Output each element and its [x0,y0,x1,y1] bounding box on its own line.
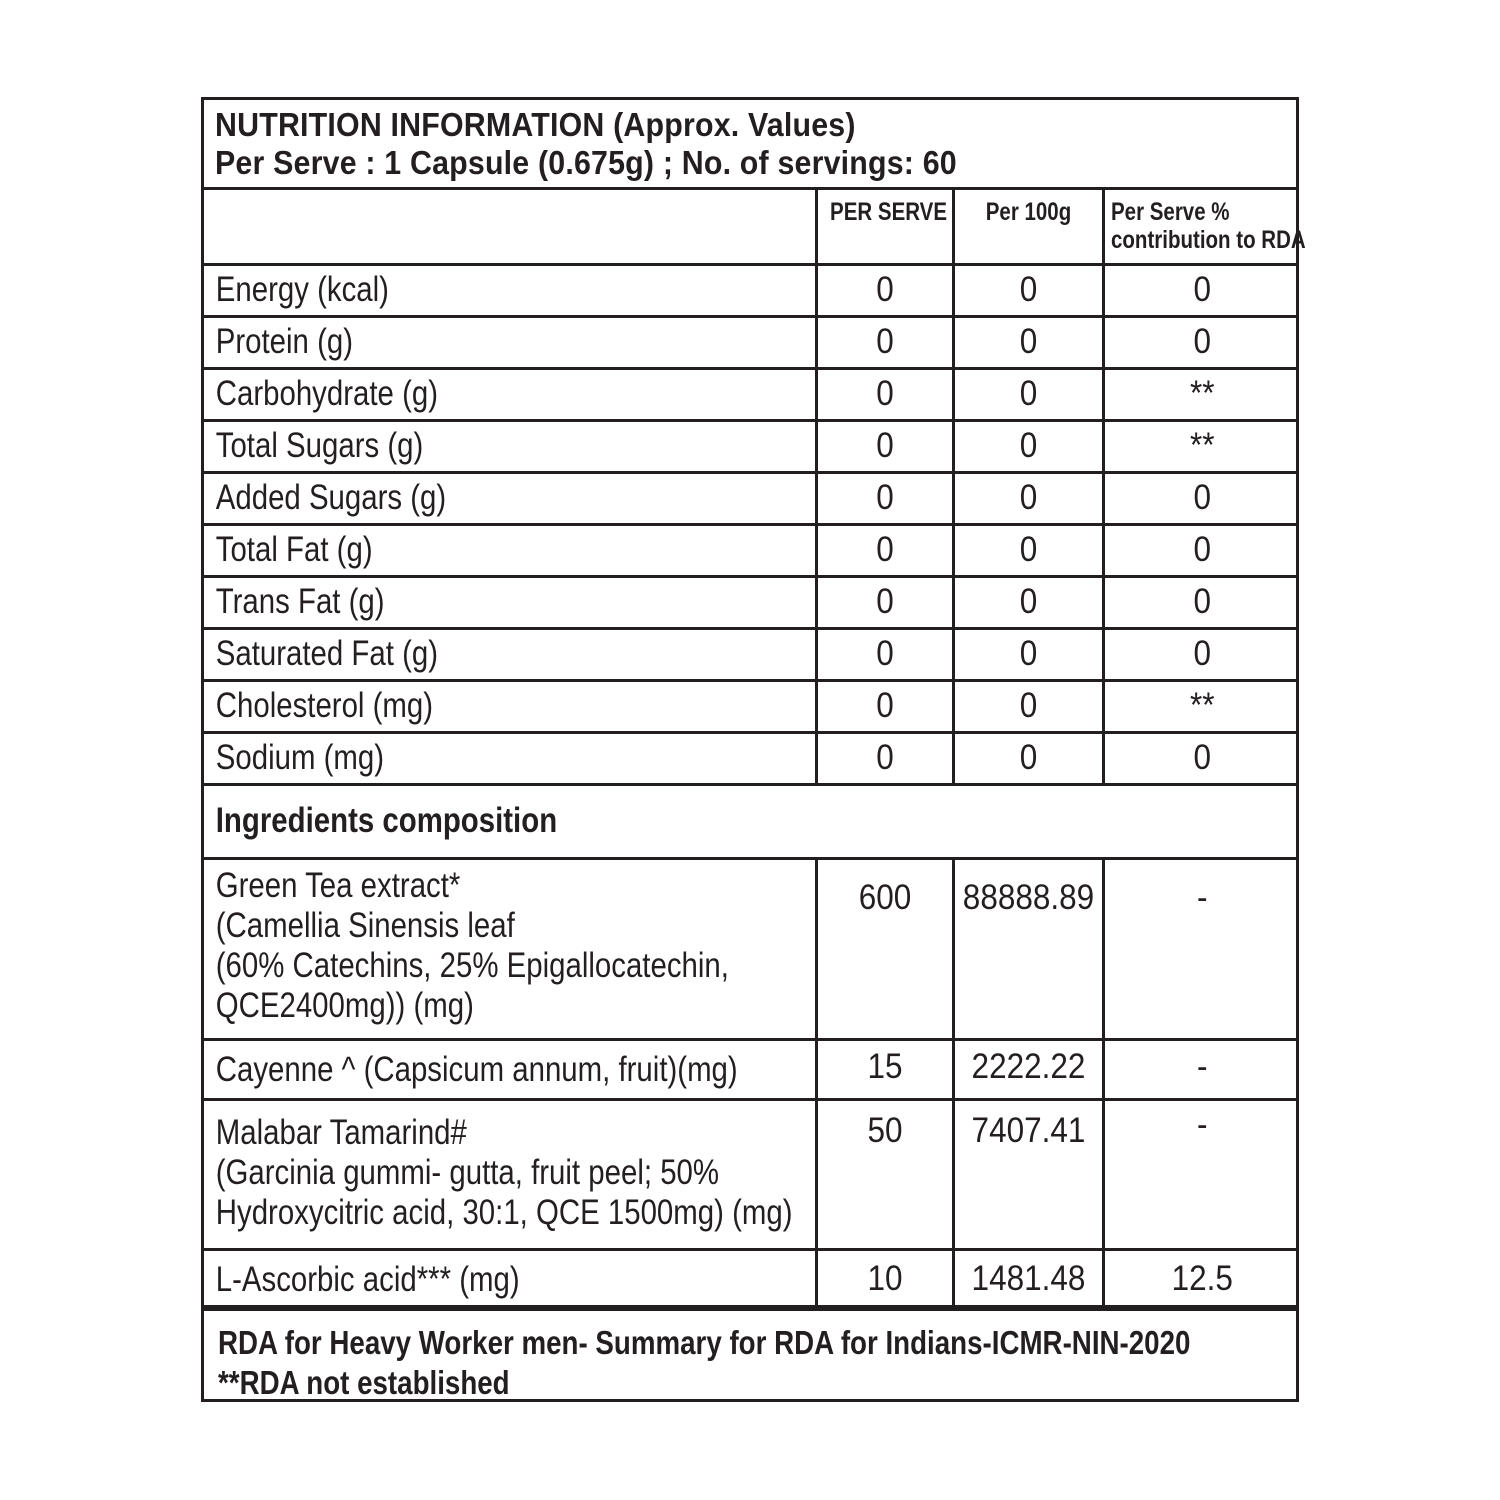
per-serve-value: 0 [875,581,894,621]
per-serve-value: 0 [875,633,894,673]
nutrient-row [204,472,1299,524]
rda-value: 0 [1192,633,1211,673]
rda-value: - [1196,877,1207,917]
nutrient-name: Total Sugars (g) [215,425,424,465]
nutrient-row [204,732,1299,784]
per-serve-value: 50 [866,1110,903,1150]
nutrient-row [204,368,1299,420]
ingredient-name: Malabar Tamarind# (Garcinia gummi- gutta, fruit peel; 50% Hydroxycitric acid, 30:1, QCE 1500mg) (mg) [204,1099,816,1249]
rda-value: - [1196,1046,1207,1086]
per-serve-value: 10 [866,1258,903,1298]
nutrient-row [204,628,1299,680]
rda-value: ** [1189,373,1215,413]
nutrition-table [204,190,1306,1308]
per-100g-value: 0 [1019,373,1037,413]
nutrient-name: Saturated Fat (g) [215,633,439,673]
rda-value: 0 [1192,581,1211,621]
per-100g-value: 0 [1019,269,1037,309]
nutrient-row [204,680,1299,732]
nutrient-name: Protein (g) [215,321,354,361]
rda-value: ** [1189,685,1215,725]
nutrient-row [204,316,1299,368]
per-serve-value: 0 [875,425,894,465]
header-per-serve: PER SERVE [816,190,953,264]
nutrient-name: Trans Fat (g) [215,581,385,621]
per-serve-value: 15 [866,1046,903,1086]
per-serve-value: 0 [875,373,894,413]
ingredients-title: Ingredients composition [215,800,558,840]
per-100g-value: 0 [1019,477,1037,517]
rda-value: 0 [1192,529,1211,569]
rda-value: 0 [1192,321,1211,361]
ingredient-row [204,1039,1299,1099]
per-100g-value: 0 [1019,685,1037,725]
nutrient-row [204,524,1299,576]
serving-info: Per Serve : 1 Capsule (0.675g) ; No. of servings: 60 [215,144,957,181]
nutrient-name: Cholesterol (mg) [215,685,434,725]
rda-value: 0 [1192,477,1211,517]
nutrient-row [204,576,1299,628]
ingredient-name: Cayenne ^ (Capsicum annum, fruit)(mg) [204,1039,816,1099]
rda-value: 12.5 [1171,1258,1233,1298]
header-rda: Per Serve % contribution to RDA [1103,190,1299,264]
per-100g-value: 0 [1019,425,1037,465]
per-100g-value: 0 [1019,737,1037,777]
per-100g-value: 1481.48 [971,1258,1085,1298]
header-blank [204,190,816,264]
nutrient-row [204,420,1299,472]
title-heading: NUTRITION INFORMATION (Approx. Values) [215,106,856,143]
nutrient-name: Energy (kcal) [215,269,389,309]
nutrient-name: Total Fat (g) [215,529,373,569]
per-100g-value: 7407.41 [971,1110,1085,1150]
per-serve-value: 0 [875,529,894,569]
nutrition-label [201,97,1306,1402]
per-serve-value: 0 [875,737,894,777]
label-footer [204,1308,1296,1403]
header-row [204,190,1299,264]
ingredient-name: Green Tea extract* (Camellia Sinensis leaf (60% Catechins, 25% Epigallocatechin, QCE2400mg)) (mg) [204,858,816,1039]
per-serve-value: 600 [858,877,911,917]
rda-value: 0 [1192,737,1211,777]
per-100g-value: 0 [1019,529,1037,569]
per-100g-value: 0 [1019,321,1037,361]
header-per-100g: Per 100g [953,190,1103,264]
label-title [204,100,1296,190]
per-100g-value: 88888.89 [962,877,1094,917]
nutrient-row [204,264,1299,316]
nutrient-name: Added Sugars (g) [215,477,447,517]
per-serve-value: 0 [875,321,894,361]
per-serve-value: 0 [875,477,894,517]
per-100g-value: 2222.22 [971,1046,1085,1086]
rda-not-established-note: **RDA not established [218,1363,510,1401]
ingredient-row [204,1099,1299,1249]
rda-reference-note: RDA for Heavy Worker men- Summary for RDA for Indians-ICMR-NIN-2020 [218,1323,1191,1361]
per-serve-value: 0 [875,685,894,725]
nutrient-name: Sodium (mg) [215,737,385,777]
rda-value: - [1196,1104,1207,1144]
nutrient-name: Carbohydrate (g) [215,373,439,413]
ingredient-row [204,858,1299,1039]
per-100g-value: 0 [1019,581,1037,621]
ingredient-row [204,1249,1299,1306]
per-100g-value: 0 [1019,633,1037,673]
ingredient-name: L-Ascorbic acid*** (mg) [204,1249,816,1306]
rda-value: 0 [1192,269,1211,309]
rda-value: ** [1189,425,1215,465]
per-serve-value: 0 [875,269,894,309]
ingredients-section-row [204,784,1299,858]
